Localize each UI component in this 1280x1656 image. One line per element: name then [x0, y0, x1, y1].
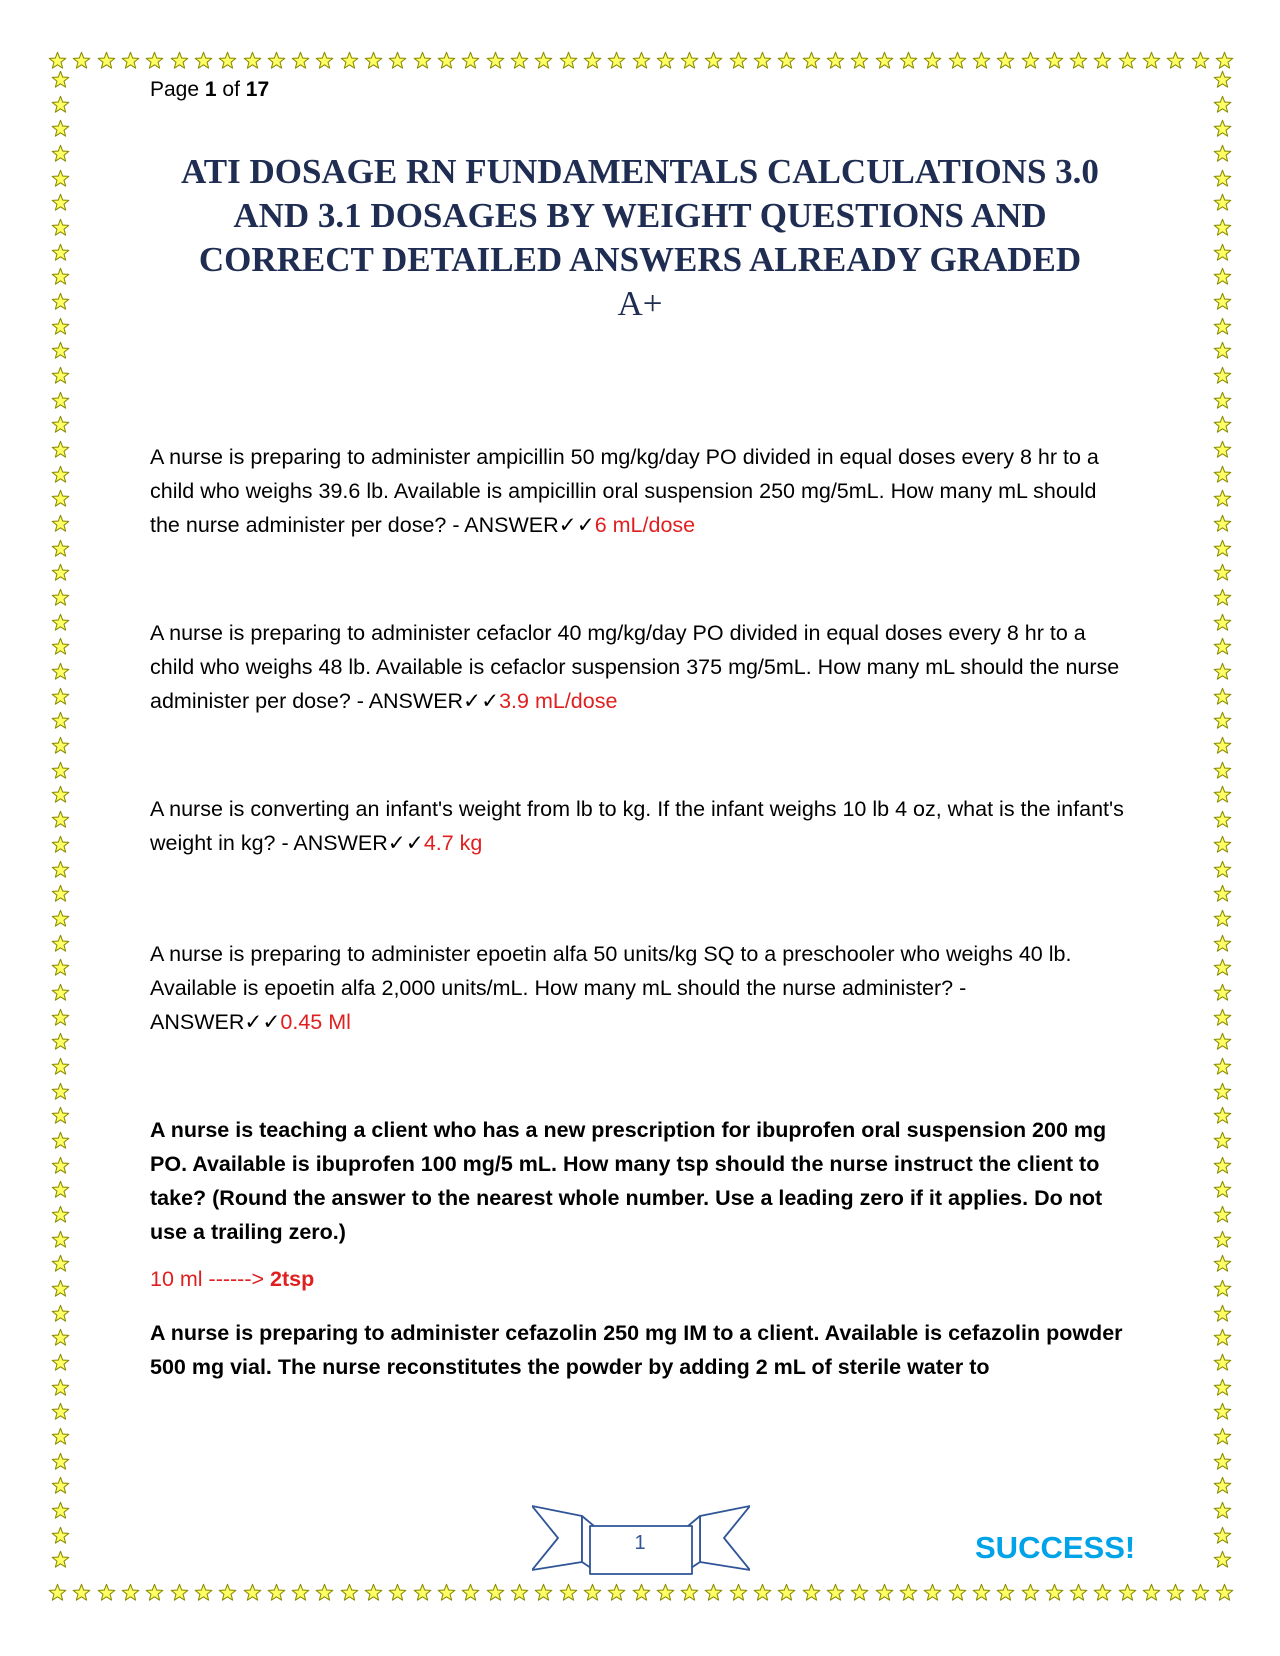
star-icon — [51, 1032, 70, 1051]
star-icon — [1213, 1057, 1232, 1076]
star-icon — [51, 1501, 70, 1520]
star-icon — [996, 1583, 1015, 1602]
star-icon — [145, 1583, 164, 1602]
star-icon — [1021, 51, 1040, 70]
star-border-top — [48, 48, 1234, 72]
star-icon — [1213, 1526, 1232, 1545]
star-icon — [364, 1583, 383, 1602]
star-icon — [1142, 51, 1161, 70]
star-icon — [51, 243, 70, 262]
star-icon — [51, 1427, 70, 1446]
star-icon — [48, 51, 67, 70]
star-icon — [51, 613, 70, 632]
star-icon — [51, 1008, 70, 1027]
star-icon — [1213, 391, 1232, 410]
star-icon — [437, 1583, 456, 1602]
star-icon — [1213, 1205, 1232, 1224]
star-icon — [1118, 1583, 1137, 1602]
star-icon — [51, 810, 70, 829]
page-prefix: Page — [150, 78, 200, 101]
star-icon — [1213, 785, 1232, 804]
star-icon — [1191, 1583, 1210, 1602]
star-icon — [753, 1583, 772, 1602]
star-icon — [51, 1304, 70, 1323]
star-icon — [51, 1279, 70, 1298]
star-icon — [1213, 292, 1232, 311]
star-icon — [51, 711, 70, 730]
star-icon — [583, 1583, 602, 1602]
star-icon — [51, 267, 70, 286]
star-icon — [729, 51, 748, 70]
star-icon — [1213, 1082, 1232, 1101]
star-icon — [388, 1583, 407, 1602]
star-icon — [680, 1583, 699, 1602]
question-text: A nurse is converting an infant's weight from lb to kg. If the infant weighs 10 lb 4 oz, what is the infant's weight in kg? - ANSWER✓✓ — [150, 797, 1124, 855]
document-title-grade: A+ — [617, 284, 663, 323]
star-border-bottom — [48, 1580, 1234, 1604]
star-icon — [51, 169, 70, 188]
star-icon — [51, 909, 70, 928]
question-block — [150, 792, 1130, 860]
star-icon — [51, 934, 70, 953]
star-icon — [51, 1254, 70, 1273]
star-icon — [121, 51, 140, 70]
star-icon — [51, 860, 70, 879]
star-icon — [218, 51, 237, 70]
star-icon — [1213, 341, 1232, 360]
star-icon — [51, 1452, 70, 1471]
bold-answer-block — [150, 1262, 1130, 1296]
star-icon — [1213, 1378, 1232, 1397]
star-icon — [753, 51, 772, 70]
star-icon — [680, 51, 699, 70]
star-icon — [1213, 1427, 1232, 1446]
star-icon — [1213, 662, 1232, 681]
star-icon — [704, 1583, 723, 1602]
star-icon — [875, 1583, 894, 1602]
star-icon — [1093, 1583, 1112, 1602]
star-icon — [51, 119, 70, 138]
star-icon — [1213, 736, 1232, 755]
star-icon — [267, 1583, 286, 1602]
star-icon — [1213, 193, 1232, 212]
star-icon — [802, 51, 821, 70]
star-icon — [364, 51, 383, 70]
star-icon — [97, 1583, 116, 1602]
star-icon — [1215, 1583, 1234, 1602]
star-icon — [996, 51, 1015, 70]
bold-question-text: A nurse is preparing to administer cefazolin 250 mg IM to a client. Available is cefazolin powder 500 mg vial. The nurse reconstitutes the powder by adding 2 mL of sterile water to — [150, 1321, 1123, 1379]
star-icon — [1213, 1254, 1232, 1273]
star-icon — [1213, 1550, 1232, 1569]
bold-answer-prefix: 10 ml ------> — [150, 1267, 271, 1291]
star-icon — [1213, 243, 1232, 262]
star-icon — [51, 292, 70, 311]
star-icon — [51, 1378, 70, 1397]
question-text: A nurse is preparing to administer cefaclor 40 mg/kg/day PO divided in equal doses every 8 hr to a child who weighs 48 lb. Available is cefaclor suspension 375 mg/5mL. How many mL should the nurse administer per dose? - ANSWER✓✓ — [150, 621, 1120, 713]
star-icon — [51, 1131, 70, 1150]
star-icon — [1213, 1304, 1232, 1323]
star-icon — [1213, 1279, 1232, 1298]
star-icon — [559, 51, 578, 70]
star-icon — [51, 1082, 70, 1101]
star-icon — [51, 489, 70, 508]
page-of: of — [222, 78, 240, 101]
star-icon — [51, 514, 70, 533]
question-block — [150, 440, 1130, 542]
star-icon — [559, 1583, 578, 1602]
page-indicator — [150, 78, 269, 102]
star-icon — [1213, 514, 1232, 533]
star-icon — [1213, 761, 1232, 780]
star-icon — [1213, 563, 1232, 582]
star-icon — [972, 1583, 991, 1602]
page-current: 1 — [204, 78, 217, 101]
star-icon — [607, 51, 626, 70]
star-icon — [51, 563, 70, 582]
star-icon — [51, 637, 70, 656]
star-icon — [72, 51, 91, 70]
star-icon — [632, 1583, 651, 1602]
star-icon — [1213, 1328, 1232, 1347]
star-icon — [1213, 1131, 1232, 1150]
star-icon — [1213, 1156, 1232, 1175]
answer-text: 0.45 Ml — [280, 1010, 351, 1034]
star-icon — [802, 1583, 821, 1602]
star-icon — [1213, 267, 1232, 286]
star-icon — [534, 1583, 553, 1602]
star-icon — [875, 51, 894, 70]
star-icon — [948, 1583, 967, 1602]
star-icon — [1213, 465, 1232, 484]
star-icon — [1215, 51, 1234, 70]
star-icon — [510, 51, 529, 70]
star-icon — [1093, 51, 1112, 70]
star-icon — [243, 51, 262, 70]
document-title-main: ATI DOSAGE RN FUNDAMENTALS CALCULATIONS 3.0 AND 3.1 DOSAGES BY WEIGHT QUESTIONS AND CORRECT DETAILED ANSWERS ALREADY GRADED — [181, 152, 1099, 279]
star-icon — [656, 1583, 675, 1602]
question-block — [150, 937, 1130, 1039]
star-icon — [923, 51, 942, 70]
star-icon — [1213, 810, 1232, 829]
star-icon — [243, 1583, 262, 1602]
star-icon — [51, 95, 70, 114]
star-icon — [51, 1526, 70, 1545]
star-icon — [1191, 51, 1210, 70]
bold-question-block — [150, 1113, 1130, 1249]
star-icon — [1213, 687, 1232, 706]
star-icon — [51, 588, 70, 607]
star-icon — [437, 51, 456, 70]
star-icon — [1213, 95, 1232, 114]
star-icon — [51, 884, 70, 903]
star-icon — [51, 440, 70, 459]
star-icon — [194, 1583, 213, 1602]
star-icon — [315, 1583, 334, 1602]
star-icon — [1045, 51, 1064, 70]
star-icon — [850, 51, 869, 70]
star-icon — [1213, 1180, 1232, 1199]
star-icon — [51, 1353, 70, 1372]
star-icon — [1213, 711, 1232, 730]
star-icon — [1213, 366, 1232, 385]
star-icon — [340, 51, 359, 70]
star-icon — [923, 1583, 942, 1602]
star-border-right — [1210, 70, 1234, 1570]
star-icon — [145, 51, 164, 70]
star-icon — [291, 1583, 310, 1602]
star-icon — [1213, 169, 1232, 188]
star-icon — [51, 835, 70, 854]
star-icon — [51, 341, 70, 360]
star-icon — [972, 51, 991, 70]
star-icon — [632, 51, 651, 70]
star-icon — [1213, 539, 1232, 558]
star-icon — [1069, 1583, 1088, 1602]
star-icon — [1213, 440, 1232, 459]
star-icon — [583, 51, 602, 70]
star-icon — [1142, 1583, 1161, 1602]
question-block — [150, 616, 1130, 718]
star-icon — [51, 1057, 70, 1076]
star-icon — [1118, 51, 1137, 70]
star-icon — [1213, 1476, 1232, 1495]
star-icon — [1213, 909, 1232, 928]
star-icon — [121, 1583, 140, 1602]
star-icon — [218, 1583, 237, 1602]
star-icon — [51, 785, 70, 804]
star-icon — [899, 51, 918, 70]
star-icon — [51, 317, 70, 336]
answer-text: 3.9 mL/dose — [499, 689, 618, 713]
star-icon — [413, 1583, 432, 1602]
star-icon — [51, 662, 70, 681]
star-icon — [51, 1106, 70, 1125]
star-icon — [948, 51, 967, 70]
bold-answer-value: 2tsp — [270, 1267, 315, 1291]
star-icon — [1213, 1106, 1232, 1125]
star-icon — [486, 1583, 505, 1602]
star-icon — [1213, 934, 1232, 953]
star-icon — [170, 51, 189, 70]
star-icon — [1213, 983, 1232, 1002]
star-icon — [1213, 1230, 1232, 1249]
star-icon — [1213, 1452, 1232, 1471]
star-icon — [704, 51, 723, 70]
star-icon — [291, 51, 310, 70]
star-icon — [170, 1583, 189, 1602]
answer-text: 4.7 kg — [423, 831, 483, 855]
star-icon — [48, 1583, 67, 1602]
star-icon — [1069, 51, 1088, 70]
star-icon — [1213, 637, 1232, 656]
star-icon — [1213, 1353, 1232, 1372]
star-icon — [1213, 70, 1232, 89]
star-icon — [51, 1328, 70, 1347]
star-icon — [51, 1205, 70, 1224]
star-icon — [51, 736, 70, 755]
star-icon — [777, 1583, 796, 1602]
star-icon — [194, 51, 213, 70]
star-icon — [461, 51, 480, 70]
question-text: A nurse is preparing to administer ampicillin 50 mg/kg/day PO divided in equal doses every 8 hr to a child who weighs 39.6 lb. Available is ampicillin oral suspension 250 mg/5mL. How many mL should the nurse administer per dose? - ANSWER✓✓ — [150, 445, 1099, 537]
star-icon — [51, 1180, 70, 1199]
star-icon — [1213, 489, 1232, 508]
star-icon — [1045, 1583, 1064, 1602]
star-icon — [1213, 119, 1232, 138]
page-total: 17 — [245, 78, 270, 101]
star-icon — [826, 51, 845, 70]
star-icon — [413, 51, 432, 70]
document-title — [150, 150, 1130, 326]
star-icon — [72, 1583, 91, 1602]
star-icon — [1213, 1501, 1232, 1520]
bold-question-block — [150, 1316, 1130, 1384]
star-icon — [51, 983, 70, 1002]
star-icon — [1213, 884, 1232, 903]
star-icon — [51, 193, 70, 212]
star-icon — [51, 218, 70, 237]
star-icon — [51, 539, 70, 558]
star-icon — [1213, 415, 1232, 434]
star-icon — [51, 958, 70, 977]
star-icon — [1213, 218, 1232, 237]
star-icon — [607, 1583, 626, 1602]
star-icon — [1213, 860, 1232, 879]
star-icon — [51, 415, 70, 434]
star-icon — [461, 1583, 480, 1602]
star-icon — [1213, 1008, 1232, 1027]
star-icon — [729, 1583, 748, 1602]
star-icon — [1166, 51, 1185, 70]
answer-text: 6 mL/dose — [594, 513, 696, 537]
star-icon — [1213, 958, 1232, 977]
star-icon — [51, 144, 70, 163]
star-icon — [1166, 1583, 1185, 1602]
star-icon — [51, 687, 70, 706]
star-icon — [1021, 1583, 1040, 1602]
star-icon — [51, 465, 70, 484]
star-icon — [1213, 144, 1232, 163]
star-icon — [1213, 1402, 1232, 1421]
star-icon — [51, 1230, 70, 1249]
star-icon — [51, 761, 70, 780]
star-icon — [51, 366, 70, 385]
star-icon — [97, 51, 116, 70]
star-icon — [267, 51, 286, 70]
star-icon — [1213, 1032, 1232, 1051]
star-icon — [51, 1402, 70, 1421]
star-icon — [1213, 613, 1232, 632]
star-icon — [51, 1156, 70, 1175]
star-icon — [486, 51, 505, 70]
star-icon — [850, 1583, 869, 1602]
star-icon — [656, 51, 675, 70]
footer-slogan: SUCCESS! — [975, 1530, 1136, 1565]
star-icon — [1213, 835, 1232, 854]
star-icon — [1213, 317, 1232, 336]
star-icon — [899, 1583, 918, 1602]
bold-question-text: A nurse is teaching a client who has a new prescription for ibuprofen oral suspension 200 mg PO. Available is ibuprofen 100 mg/5 mL. How many tsp should the nurse instruct the client to take? (Round the answer to the nearest whole number. Use a leading zero if it applies. Do not use a trailing zero.) — [150, 1118, 1107, 1244]
star-icon — [1213, 588, 1232, 607]
star-icon — [51, 391, 70, 410]
star-icon — [388, 51, 407, 70]
star-icon — [340, 1583, 359, 1602]
star-icon — [534, 51, 553, 70]
star-icon — [510, 1583, 529, 1602]
star-icon — [51, 1550, 70, 1569]
star-icon — [777, 51, 796, 70]
star-border-left — [48, 70, 72, 1570]
question-text: A nurse is preparing to administer epoetin alfa 50 units/kg SQ to a preschooler who weighs 40 lb. Available is epoetin alfa 2,000 units/mL. How many mL should the nurse administer? - ANSWER✓✓ — [150, 942, 1072, 1034]
star-icon — [826, 1583, 845, 1602]
star-icon — [315, 51, 334, 70]
footer-page-number: 1 — [634, 1532, 646, 1554]
star-icon — [51, 1476, 70, 1495]
star-icon — [51, 70, 70, 89]
